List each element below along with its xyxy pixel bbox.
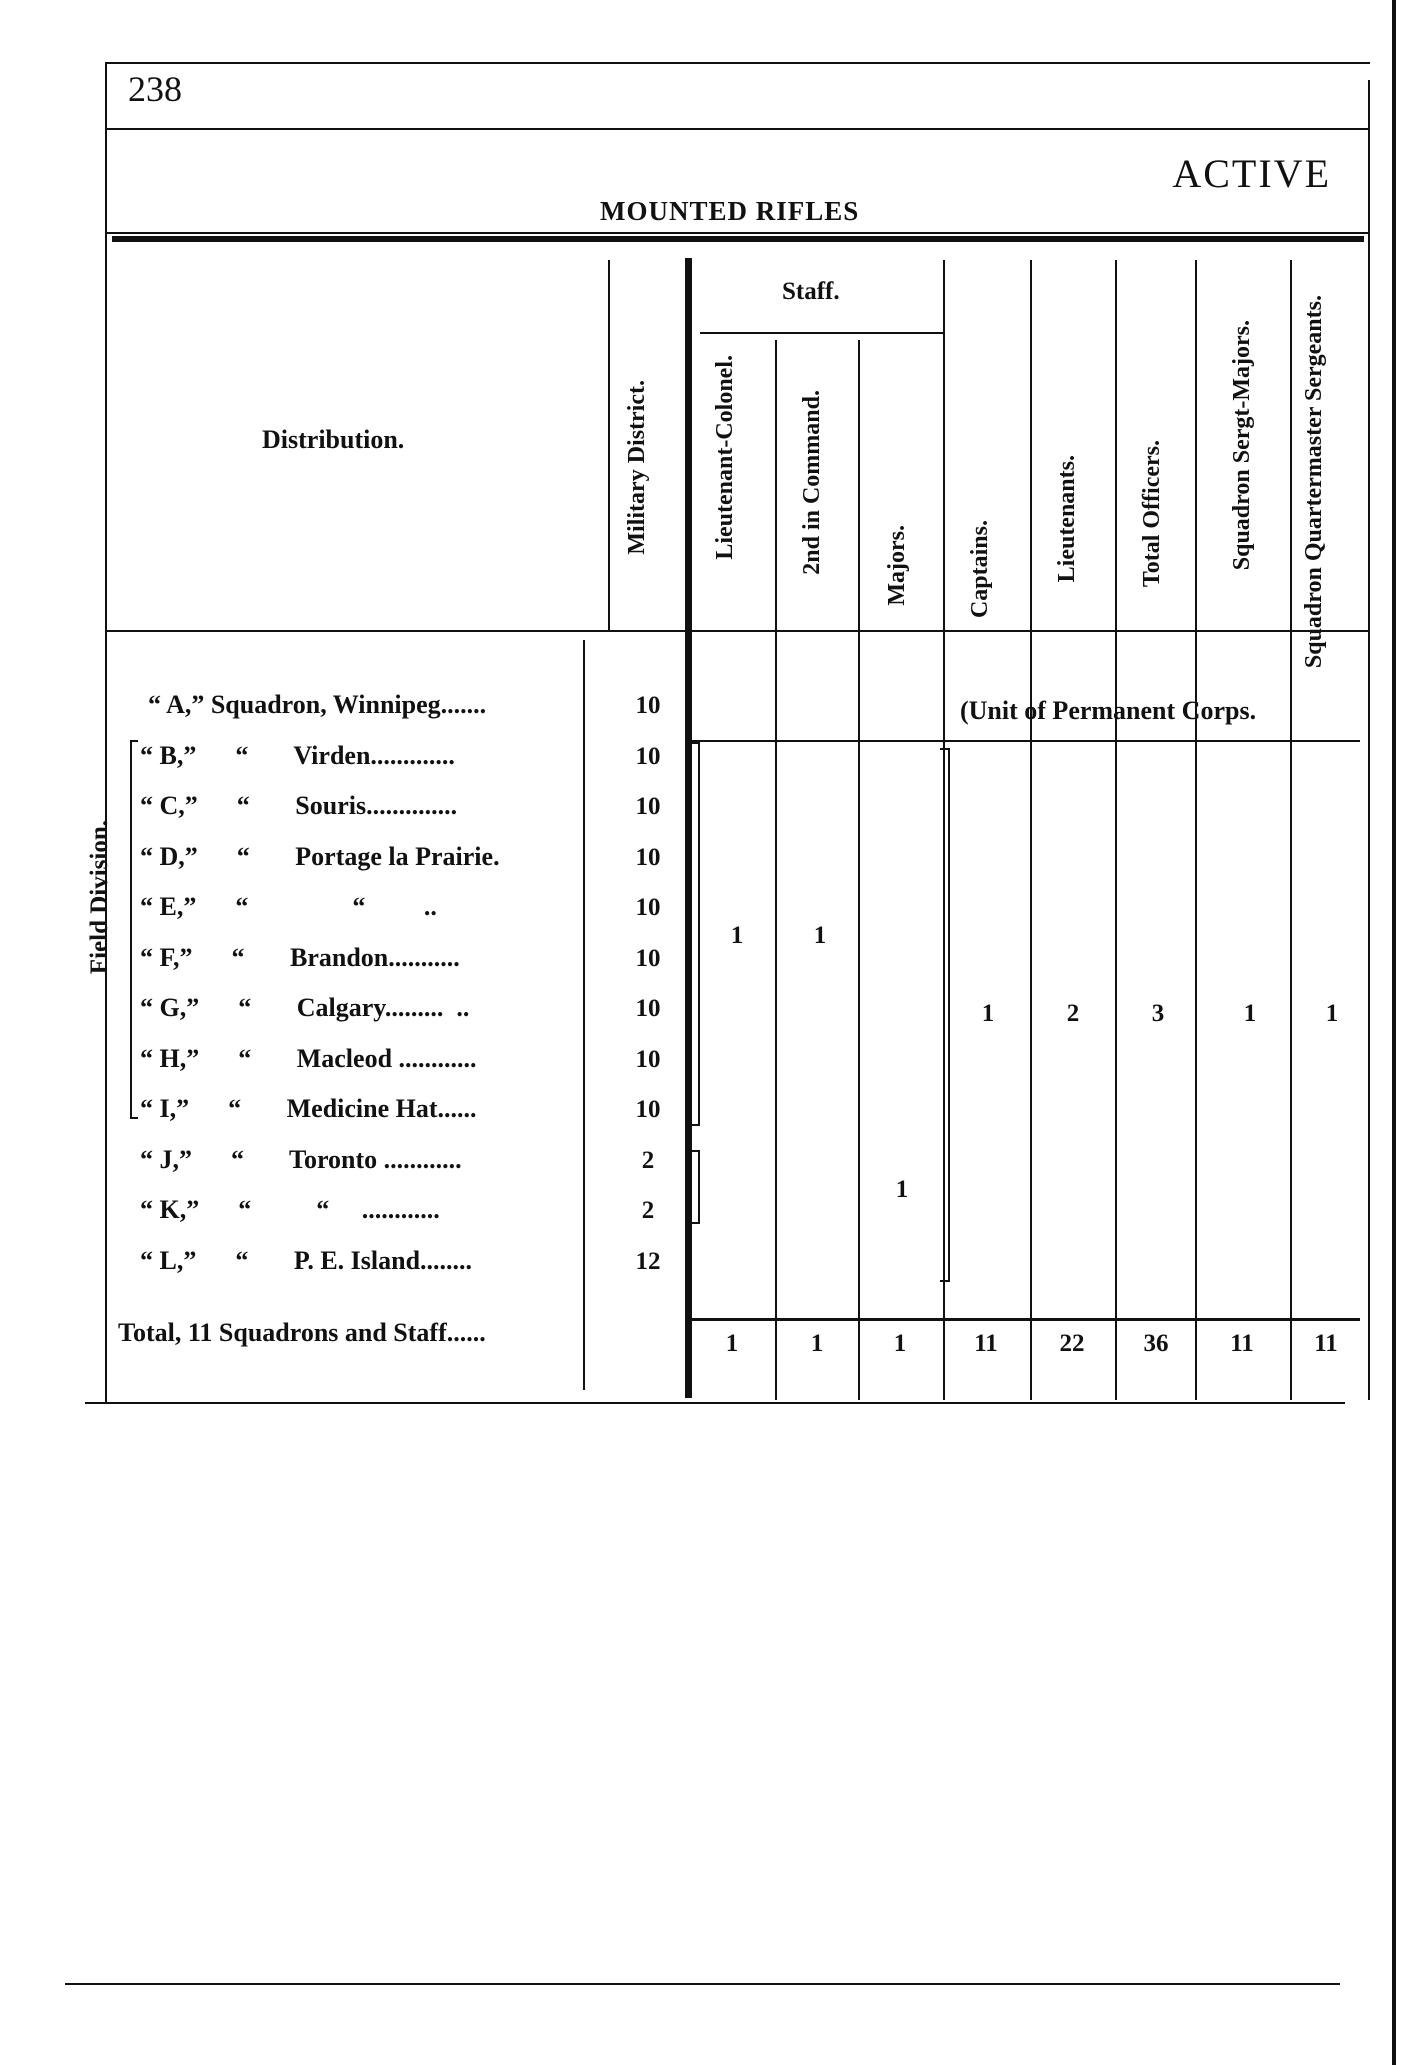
row-military-district: 10	[635, 995, 661, 1022]
rule-top	[105, 62, 1370, 64]
value-qm-sergeants: 1	[1325, 1000, 1339, 1027]
row-label: “ I,” “ Medicine Hat......	[140, 1094, 477, 1123]
value-lieutenants: 2	[1066, 1000, 1080, 1027]
value-lt-col: 1	[730, 922, 744, 949]
rule-under-number	[105, 128, 1370, 130]
row-label: “ F,” “ Brandon...........	[140, 942, 460, 972]
row-label: “ G,” “ Calgary......... ..	[140, 993, 470, 1022]
table-title: MOUNTED RIFLES	[600, 196, 860, 226]
row-label: “ E,” “ “ ..	[140, 892, 437, 921]
rule-total	[690, 1318, 1360, 1321]
brace-captains	[940, 748, 950, 1282]
rule-permanent-note	[690, 740, 1360, 742]
col-sergt-majors: Squadron Sergt-Majors.	[1229, 320, 1255, 571]
distribution-header: Distribution.	[262, 425, 405, 454]
rule-thick-header	[112, 236, 1364, 242]
row-label: “ K,” “ “ ............	[140, 1195, 440, 1224]
field-division-bracket	[130, 740, 138, 1119]
value-captains: 1	[981, 1000, 995, 1027]
total-lieutenants: 22	[1059, 1330, 1085, 1357]
col-military-district: Military District.	[624, 380, 650, 555]
row-label: “ A,” Squadron, Winnipeg.......	[148, 690, 487, 719]
right-border	[1368, 80, 1370, 1400]
sep-col-6	[1115, 260, 1117, 1400]
brace-staff	[690, 742, 700, 1126]
brace-majors	[690, 1150, 700, 1224]
value-second-in-command: 1	[813, 922, 827, 949]
col-total-officers: Total Officers.	[1139, 440, 1165, 588]
page-header-active: ACTIVE	[1172, 151, 1331, 196]
value-majors: 1	[895, 1176, 909, 1203]
row-label: “ H,” “ Macleod ............	[140, 1043, 477, 1073]
rule-under-title	[105, 232, 1370, 234]
rule-under-columns	[105, 630, 1370, 632]
sep-col-3	[858, 340, 860, 1400]
row-military-district: 2	[641, 1146, 655, 1174]
total-lt-col: 1	[725, 1330, 739, 1357]
row-military-district: 10	[635, 1045, 661, 1073]
left-border	[105, 62, 107, 1402]
col-captains: Captains.	[967, 520, 993, 619]
page-number: 238	[128, 69, 182, 109]
col-lieutenant-colonel: Lieutenant-Colonel.	[712, 355, 738, 560]
sep-col-5	[1030, 260, 1032, 1400]
total-second-in-command: 1	[810, 1330, 824, 1357]
total-captains: 11	[974, 1330, 998, 1357]
row-military-district: 10	[635, 742, 661, 770]
row-label: “ J,” “ Toronto ............	[140, 1144, 462, 1174]
staff-group-header: Staff.	[782, 278, 840, 305]
row-military-district: 10	[635, 944, 661, 972]
field-division-label: Field Division.	[86, 820, 113, 975]
row-label: “ C,” “ Souris..............	[140, 791, 458, 820]
sep-col-2	[775, 340, 777, 1400]
sep-col-8	[1290, 260, 1292, 1400]
permanent-corps-note: (Unit of Permanent Corps.	[960, 696, 1257, 725]
row-military-district: 2	[641, 1197, 655, 1224]
col-second-in-command: 2nd in Command.	[799, 390, 825, 575]
col-majors: Majors.	[884, 525, 910, 606]
row-label: “ B,” “ Virden.............	[140, 740, 455, 770]
sep-district-header	[608, 260, 610, 630]
sep-col-7	[1195, 260, 1197, 1400]
total-majors: 1	[893, 1330, 907, 1357]
rule-page-bottom	[65, 1983, 1340, 1985]
col-lieutenants: Lieutenants.	[1054, 455, 1080, 583]
row-military-district: 12	[635, 1247, 661, 1275]
total-sergt-majors: 11	[1230, 1330, 1254, 1357]
row-military-district: 10	[635, 894, 661, 921]
total-qm-sergeants: 11	[1314, 1330, 1338, 1357]
row-military-district: 10	[635, 1096, 661, 1123]
total-officers: 36	[1143, 1330, 1169, 1357]
rule-table-bottom	[85, 1402, 1345, 1404]
rule-staff-group	[700, 332, 943, 334]
col-qm-sergeants: Squadron Quartermaster Sergeants.	[1301, 295, 1327, 669]
row-military-district: 10	[635, 843, 661, 871]
value-sergt-majors: 1	[1243, 1000, 1257, 1027]
value-total-officers: 3	[1151, 1000, 1165, 1027]
total-row-label: Total, 11 Squadrons and Staff......	[118, 1318, 486, 1347]
row-military-district: 10	[635, 793, 661, 820]
row-military-district: 10	[635, 692, 661, 719]
row-label: “ L,” “ P. E. Island........	[140, 1245, 473, 1275]
page-edge-right	[1392, 0, 1396, 2065]
row-label: “ D,” “ Portage la Prairie.	[140, 841, 500, 871]
sep-distribution	[583, 640, 585, 1390]
